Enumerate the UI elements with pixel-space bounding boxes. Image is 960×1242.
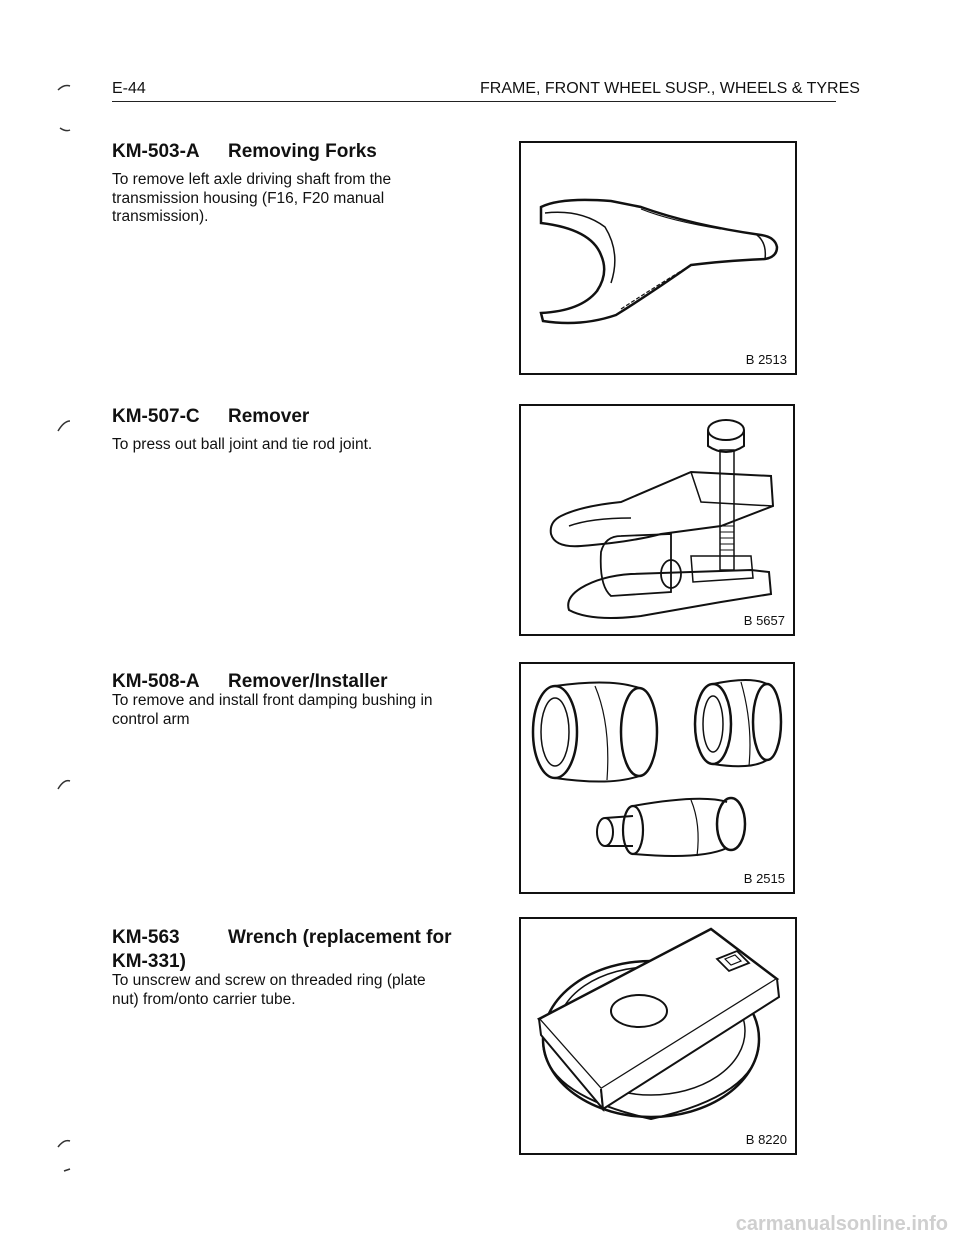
header-rule [112, 101, 836, 102]
tool-name-continued: KM-331) [112, 951, 186, 972]
scan-mark [56, 775, 76, 795]
tool-code: KM-563 [112, 927, 180, 948]
tool-figure [519, 404, 795, 636]
figure-label: B 5657 [743, 613, 785, 628]
tool-name: Remover [228, 406, 310, 427]
section-title: FRAME, FRONT WHEEL SUSP., WHEELS & TYRES [480, 80, 860, 97]
figure-label: B 2515 [743, 871, 785, 886]
tool-code: KM-508-A [112, 671, 200, 692]
figure-label: B 8220 [745, 1132, 787, 1147]
tool-name: Wrench (replacement for [228, 927, 452, 948]
scan-mark [56, 1135, 76, 1180]
tool-description: To remove and install front damping bushing in control arm [112, 692, 433, 728]
tool-title [112, 140, 377, 164]
tool-description: To press out ball joint and tie rod joint. [112, 436, 373, 453]
tool-title [112, 926, 452, 974]
page-number: E-44 [112, 80, 146, 97]
tool-description: To remove left axle driving shaft from the transmission housing (F16, F20 manual transmission). [112, 171, 392, 225]
ball-joint-remover-illustration [521, 406, 793, 634]
tool-figure [519, 917, 797, 1155]
tool-name: Removing Forks [228, 141, 377, 162]
watermark: carmanualsonline.info [735, 1213, 948, 1235]
bushing-remover-installer-illustration [521, 664, 793, 892]
tool-figure [519, 141, 797, 375]
removing-fork-illustration [521, 143, 795, 373]
scan-mark [56, 415, 76, 435]
tool-code: KM-507-C [112, 406, 200, 427]
figure-label: B 2513 [745, 352, 787, 367]
tool-code: KM-503-A [112, 141, 200, 162]
tool-title [112, 405, 309, 429]
tool-name: Remover/Installer [228, 671, 388, 692]
tool-title [112, 670, 387, 694]
plate-nut-wrench-illustration [521, 919, 795, 1153]
scan-mark [56, 80, 76, 140]
tool-figure [519, 662, 795, 894]
tool-description: To unscrew and screw on threaded ring (plate nut) from/onto carrier tube. [112, 972, 426, 1008]
